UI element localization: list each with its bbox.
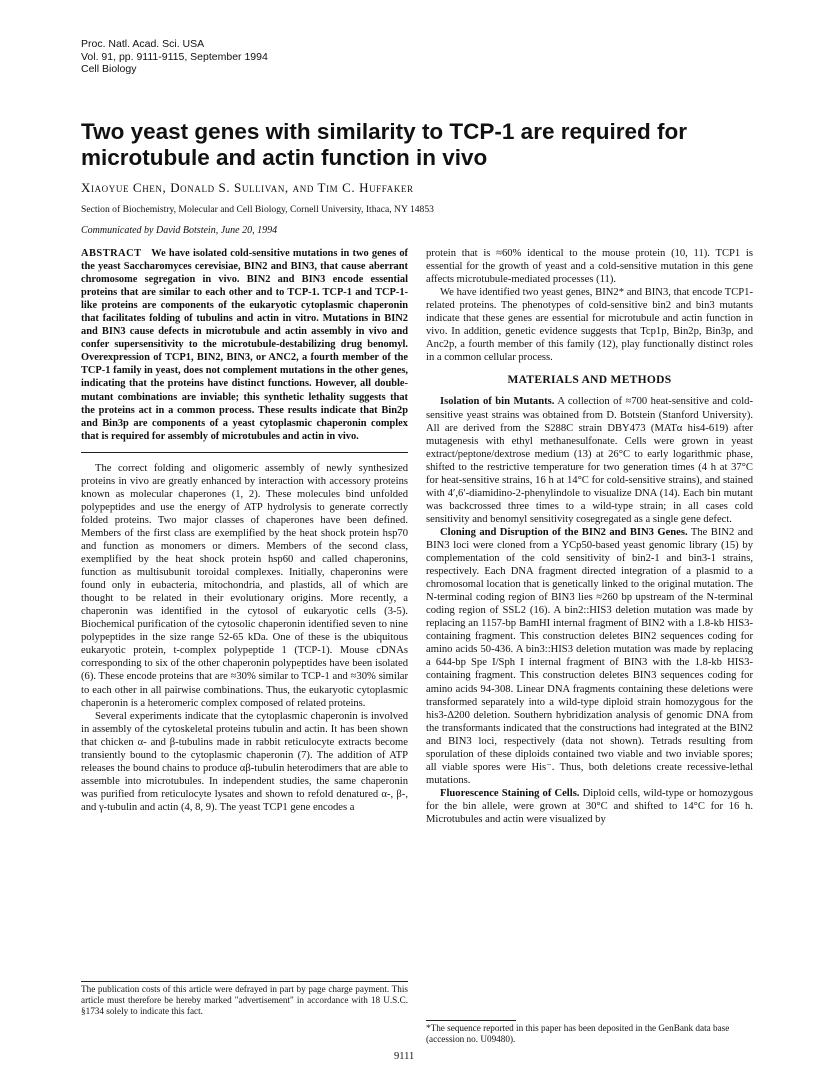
abstract-text: We have isolated cold-sensitive mutations in two genes of the yeast Saccharomyces cerevisiae, BIN2 and BIN3, that cause aberrant chromosome segregation in vivo. BIN2 and BIN3 encode essential proteins that are similar to each other and to TCP-1. TCP-1 and TCP-1-like proteins are components of the eukaryotic cytoplasmic chaperonin that facilitates folding of tubulins and actin in vitro. Mutations in BIN2 and BIN3 cause defects in microtubule and actin assembly in vivo and confer supersensitivity to the microtubule-destabilizing drug benomyl. Overexpression of TCP1, BIN2, BIN3, or ANC2, a fourth member of the TCP-1 family in yeast, does not complement mutations in the other genes, indicating that the proteins have distinct functions. However, all double-mutant combinations are inviable; this synthetic lethality suggests that the proteins act in a common process. These results indicate that Bin2p and Bin3p are components of a yeast cytoplasmic chaperonin complex that is required for assembly of microtubules and actin in vivo. (81, 248, 408, 442)
article-authors: Xiaoyue Chen, Donald S. Sullivan, and Tim C. Huffaker (81, 180, 414, 195)
abstract-divider (81, 452, 408, 453)
page-number: 9111 (394, 1051, 415, 1062)
intro-continued-1: protein that is ≈60% identical to the mouse protein (10, 11). TCP1 is essential for the growth of yeast and a cold-sensitive mutation in this gene affects microtubule-mediated processes (11). (426, 248, 753, 286)
methods-subheading-1: Isolation of bin Mutants. (440, 396, 555, 408)
intro-continued-2: We have identified two yeast genes, BIN2* and BIN3, that encode TCP1-related proteins. The phenotypes of cold-sensitive bin2 and bin3 mutants indicate that these genes are essential for microtubule and actin function in vivo. In addition, genetic evidence suggests that Tcp1p, Bin2p, Bin3p, and Anc2p, a fourth member of this family (12), play functionally distinct roles in a common cellular process. (426, 287, 753, 364)
journal-volume: Vol. 91, pp. 9111-9115, September 1994 (81, 50, 268, 63)
intro-paragraph-1: The correct folding and oligomeric assembly of newly synthesized proteins in vivo are greatly enhanced by interaction with accessory proteins known as molecular chaperones (1, 2). These molecules bind unfolded polypeptides and use the energy of ATP hydrolysis to generate correctly folded proteins. Two major classes of chaperones have been defined. Members of the first class are exemplified by the heat shock protein hsp70 and function as monomers or dimers. Members of the second class, exemplified by the heat shock protein hsp60 and called chaperonins, function as multisubunit toroidal complexes. Initially, chaperonins were found only in eubacteria, mitochondria, and plastids, all of which are thought to be related in their evolutionary origins. More recently, a chaperonin was identified in the cytosol of eukaryotic cells (3-5). Biochemical purification of the cytosolic chaperonin identified seven to nine polypeptides in the size range 52-65 kDa. One of these is the ubiquitous eukaryotic protein, t-complex polypeptide 1 (TCP-1). Mouse cDNAs corresponding to six of the other chaperonin polypeptides have been isolated (6). These encode proteins that are ≈30% similar to TCP-1 and ≈30% similar to each other in all pairwise combinations. Thus, the eukaryotic cytoplasmic chaperonin is a heteromeric complex composed of related proteins. (81, 462, 408, 709)
methods-heading: MATERIALS AND METHODS (507, 374, 672, 387)
methods-subheading-2: Cloning and Disruption of the BIN2 and BIN3 Genes. (440, 526, 688, 538)
journal-section: Cell Biology (81, 63, 137, 75)
methods-paragraph-2 (426, 526, 753, 787)
intro-paragraph-2: Several experiments indicate that the cytoplasmic chaperonin is involved in assembly of the cytoskeletal proteins tubulin and actin. It has been shown that chicken α- and β-tubulins made in rabbit reticulocyte extracts become transiently bound to the cytoplasmic chaperonin (7). The addition of ATP releases the bound chains to produce αβ-tubulin heterodimers that are able to assemble into microtubules. In independent studies, the same chaperonin was purified from reticulocyte lysates and shown to refold denatured α-, β-, and γ-tubulin and actin (4, 8, 9). The yeast TCP1 gene encodes a (81, 710, 408, 813)
methods-text-3: Diploid cells, wild-type or homozygous for the bin allele, were grown at 30°C and shifted to 14°C for 16 h. Microtubules and actin were visualized by (426, 787, 753, 825)
methods-text-1: A collection of ≈700 heat-sensitive and cold-sensitive yeast strains was obtained from D. Botstein (Stanford University). All are derived from the S288C strain DBY473 (MATα his4-619) after mutagenesis with ethyl methanesulfonate. Cells were grown in yeast extract/peptone/dextrose medium (13) at 26°C to early logarithmic phase, shifted to the restrictive temperature for two generation times (4 h at 37°C for heat-sensitive strains, 16 h at 14°C for cold-sensitive strains), and stained with 4′,6′-diamidino-2-phenylindole to visualize DNA (14). Each bin mutant was backcrossed three times to a wild-type strain; in all cases cold sensitivity and benomyl sensitivity cosegregated as a single gene defect. (426, 396, 753, 525)
author-affiliation: Section of Biochemistry, Molecular and Cell Biology, Cornell University, Ithaca, NY 14853 (81, 204, 434, 215)
left-column (81, 247, 408, 814)
communicated-by: Communicated by David Botstein, June 20, 1994 (81, 225, 278, 236)
article-title: Two yeast genes with similarity to TCP-1 are required for microtubule and actin function in vivo (81, 119, 687, 170)
abstract (81, 247, 408, 443)
journal-header (81, 38, 268, 76)
abstract-label: ABSTRACT (81, 248, 142, 259)
methods-paragraph-1 (426, 395, 753, 525)
right-column (426, 247, 753, 826)
footnote-divider-left (81, 981, 408, 982)
footnote-divider-right (426, 1020, 516, 1021)
journal-name: Proc. Natl. Acad. Sci. USA (81, 38, 205, 50)
methods-paragraph-3 (426, 787, 753, 826)
methods-text-2: The BIN2 and BIN3 loci were cloned from a YCp50-based yeast genomic library (15) by complementation of the cold sensitivity of bin2-1 and bin3-1 strains, respectively. Each DNA fragment directed integration of a plasmid to a chromosomal location that is genetically linked to the original mutation. The N-terminal coding region of BIN3 lies ≈260 bp upstream of the N-terminal coding region of SSL2 (16). A bin2::HIS3 deletion mutation was made by replacing an 1157-bp BamHI internal fragment of BIN2 with a 1.8-kb HIS3-containing fragment. This construction deletes BIN2 sequences coding for amino acids 50-436. A bin3::HIS3 deletion mutation was made by replacing a 644-bp Spe I/Sph I internal fragment of BIN3 with the 1.8-kb HIS3-containing fragment. This construction deletes BIN3 sequences coding for amino acids 94-308. Linear DNA fragments containing these deletions were transformed separately into a wild-type diploid strain homozygous for the his3-Δ200 deletion. Southern hybridization analysis of genomic DNA from the transformants indicated that the constructions had integrated at the BIN2 and BIN3 loci, respectively (data not shown). Tetrads resulting from sporulation of these diploids contained two viable and two inviable spores; all viable spores were His⁻. Thus, both deletions create recessive-lethal mutations. (426, 526, 753, 786)
publication-cost-footnote: The publication costs of this article were defrayed in part by page charge payment. This article must therefore be hereby marked "advertisement" in accordance with 18 U.S.C. §1734 solely to indicate this fact. (81, 984, 408, 1017)
methods-subheading-3: Fluorescence Staining of Cells. (440, 787, 580, 799)
sequence-footnote: *The sequence reported in this paper has been deposited in the GenBank data base (accession no. U09480). (426, 1023, 730, 1045)
